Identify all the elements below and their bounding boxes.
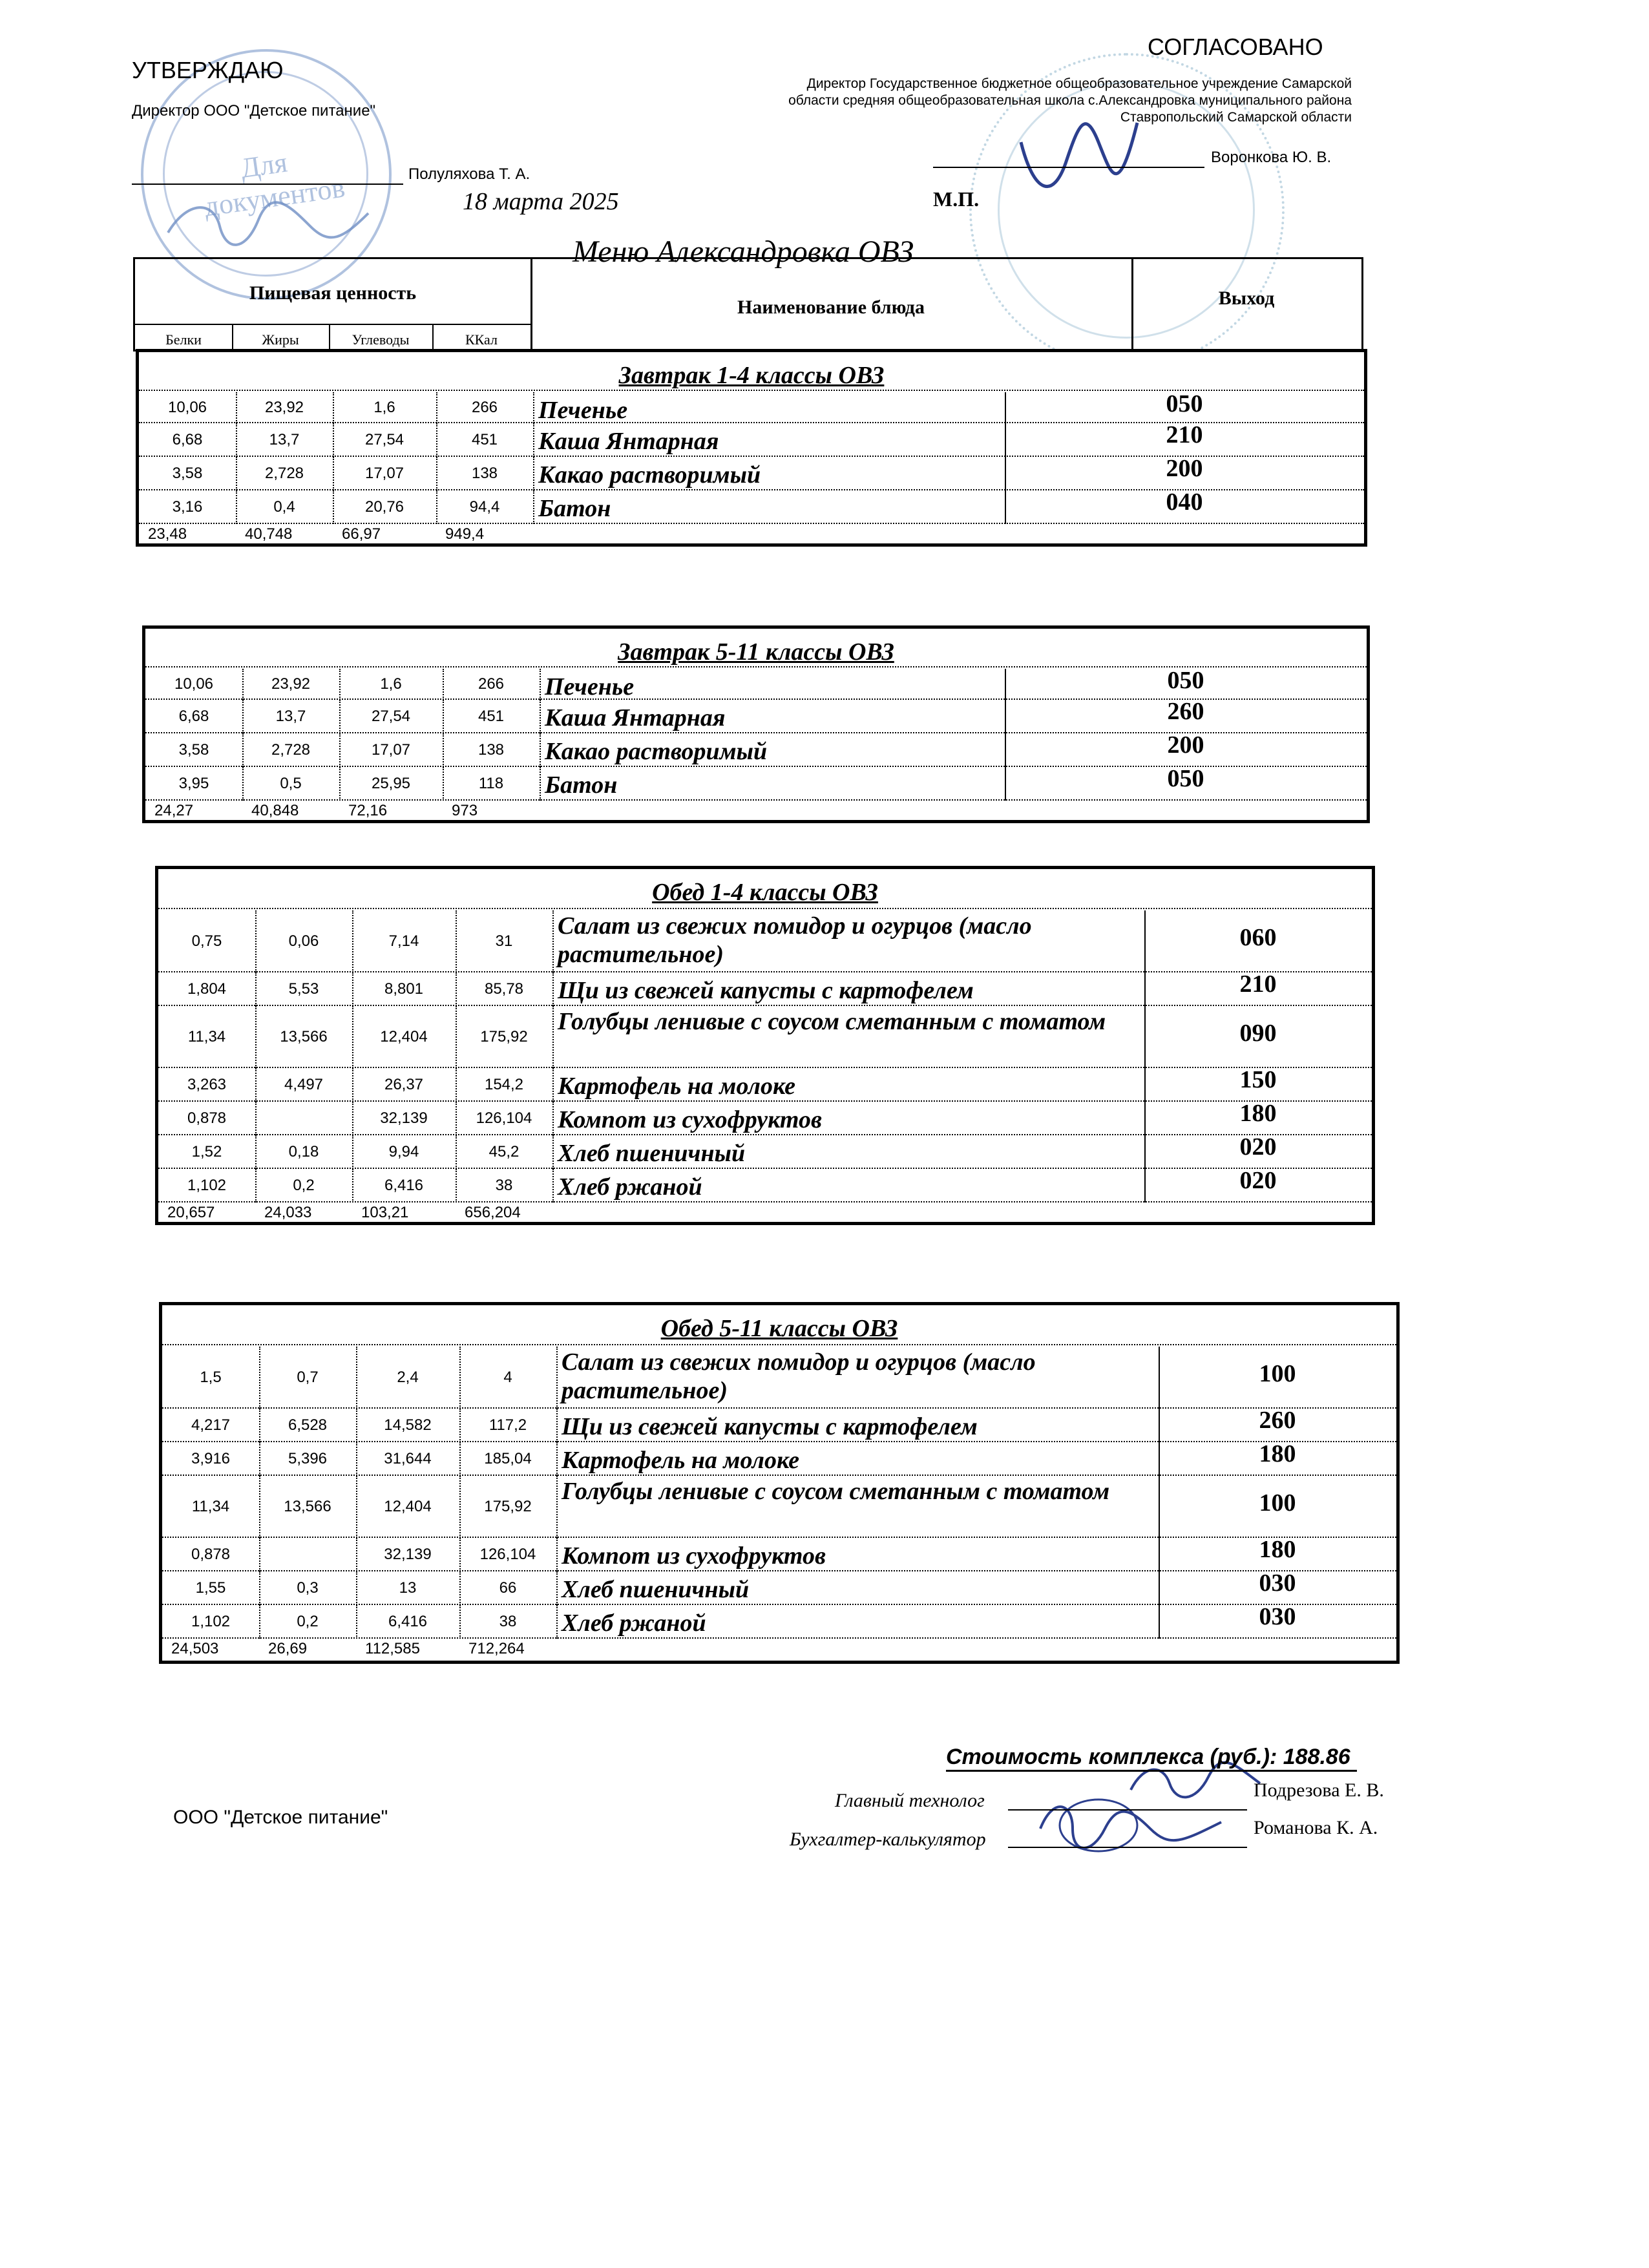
carbs-value: 2,4	[397, 1369, 419, 1386]
dish-name: Салат из свежих помидор и огурцов (масло растительное)	[562, 1349, 1036, 1404]
fat-value: 5,396	[288, 1450, 328, 1467]
header-yield: Выход	[1218, 288, 1275, 309]
yield-value: 210	[1166, 421, 1203, 448]
carbs-value: 31,644	[384, 1450, 432, 1467]
carbs-value: 27,54	[364, 431, 404, 448]
protein-value: 10,06	[167, 399, 207, 416]
fat-value: 13,7	[269, 431, 300, 448]
fat-value: 0,2	[293, 1177, 315, 1194]
dish-name: Салат из свежих помидор и огурцов (масло растительное)	[558, 912, 1032, 968]
protein-value: 0,878	[191, 1546, 231, 1563]
stamp-place-label: М.П.	[933, 187, 980, 211]
yield-value: 050	[1166, 390, 1203, 417]
protein-value: 1,804	[187, 980, 227, 998]
fat-value: 0,3	[297, 1579, 319, 1597]
kcal-value: 451	[478, 708, 505, 725]
dish-name: Какао растворимый	[538, 461, 761, 488]
total-fat: 40,748	[245, 525, 293, 543]
carbs-value: 7,14	[388, 932, 419, 950]
approve-signature-line	[132, 184, 403, 185]
fat-value: 0,2	[297, 1613, 319, 1630]
yield-value: 180	[1259, 1536, 1296, 1563]
total-carbs: 72,16	[348, 802, 388, 819]
dish-name: Голубцы ленивые с соусом сметанным с томатом	[558, 1008, 1106, 1035]
total-protein: 24,503	[171, 1640, 219, 1657]
carbs-value: 12,404	[380, 1028, 428, 1045]
kcal-value: 266	[478, 675, 505, 693]
protein-value: 10,06	[174, 675, 214, 693]
agree-name: Воронкова Ю. В.	[1211, 149, 1332, 166]
total-fat: 26,69	[268, 1640, 308, 1657]
fat-value: 6,528	[288, 1416, 328, 1434]
technologist-signature-line	[1008, 1809, 1247, 1811]
menu-section	[136, 349, 1367, 547]
carbs-value: 14,582	[384, 1416, 432, 1434]
kcal-value: 266	[471, 399, 498, 416]
total-kcal: 949,4	[445, 525, 485, 543]
table-row	[162, 1571, 1396, 1605]
dish-name: Компот из сухофруктов	[562, 1542, 826, 1570]
menu-section	[159, 1302, 1400, 1664]
technologist-name: Подрезова Е. В.	[1254, 1780, 1384, 1801]
carbs-value: 25,95	[371, 775, 411, 792]
table-row	[139, 423, 1364, 457]
kcal-value: 45,2	[488, 1143, 520, 1160]
total-row	[158, 1202, 1372, 1228]
table-row	[158, 1169, 1372, 1202]
total-kcal: 656,204	[465, 1204, 521, 1221]
total-fat: 40,848	[251, 802, 299, 819]
kcal-value: 38	[499, 1613, 517, 1630]
approve-name: Полуляхова Т. А.	[408, 165, 530, 183]
agree-position-3: Ставропольский Самарской области	[1120, 110, 1352, 125]
table-row	[162, 1347, 1396, 1409]
stamp-text: Для документов	[202, 146, 347, 223]
table-row	[162, 1409, 1396, 1442]
protein-value: 0,878	[187, 1109, 227, 1127]
table-row	[162, 1605, 1396, 1639]
fat-value: 13,7	[275, 708, 306, 725]
column-header	[133, 257, 1363, 352]
yield-value: 090	[1239, 1020, 1277, 1047]
agree-signature-line	[933, 167, 1204, 168]
table-row	[162, 1476, 1396, 1538]
kcal-value: 175,92	[480, 1028, 528, 1045]
approve-title: УТВЕРЖДАЮ	[132, 57, 284, 83]
carbs-value: 12,404	[384, 1498, 432, 1515]
carbs-value: 17,07	[364, 465, 404, 482]
yield-value: 260	[1259, 1407, 1296, 1434]
yield-value: 100	[1259, 1489, 1296, 1517]
complex-cost-text: Стоимость комплекса (руб.): 188.86	[946, 1745, 1350, 1769]
protein-value: 6,68	[172, 431, 203, 448]
yield-value: 050	[1167, 765, 1204, 792]
dish-name: Картофель на молоке	[562, 1447, 799, 1474]
table-row	[158, 1102, 1372, 1135]
menu-title: Меню Александровка ОВЗ	[572, 235, 914, 269]
carbs-value: 13	[399, 1579, 417, 1597]
total-carbs: 112,585	[365, 1640, 420, 1657]
protein-value: 3,58	[172, 465, 203, 482]
yield-value: 180	[1239, 1100, 1277, 1127]
dish-name: Хлеб ржаной	[562, 1610, 706, 1637]
protein-value: 1,102	[191, 1613, 231, 1630]
protein-value: 11,34	[187, 1028, 226, 1045]
kcal-value: 94,4	[469, 498, 500, 516]
dish-name: Хлеб ржаной	[558, 1173, 702, 1201]
section-title: Завтрак 1-4 классы ОВЗ	[618, 362, 885, 389]
yield-value: 040	[1166, 488, 1203, 516]
carbs-value: 20,76	[364, 498, 404, 516]
approve-position: Директор ООО "Детское питание"	[132, 102, 376, 120]
carbs-value: 8,801	[384, 980, 424, 998]
total-row	[139, 524, 1364, 550]
carbs-value: 9,94	[388, 1143, 419, 1160]
dish-name: Картофель на молоке	[558, 1073, 795, 1100]
dish-name: Щи из свежей капусты с картофелем	[562, 1413, 978, 1440]
total-kcal: 973	[452, 802, 478, 819]
protein-value: 11,34	[191, 1498, 230, 1515]
dish-name: Компот из сухофруктов	[558, 1106, 822, 1133]
fat-value: 2,728	[271, 741, 311, 759]
fat-value: 0,06	[288, 932, 319, 950]
menu-section	[142, 625, 1370, 823]
table-row	[158, 1135, 1372, 1169]
kcal-value: 138	[471, 465, 498, 482]
fat-value: 0,18	[288, 1143, 319, 1160]
accountant-name: Романова К. А.	[1254, 1817, 1378, 1838]
header-protein: Белки	[165, 331, 202, 348]
header-kcal: ККал	[465, 331, 498, 348]
total-protein: 20,657	[167, 1204, 215, 1221]
kcal-value: 85,78	[484, 980, 524, 998]
menu-section	[155, 866, 1375, 1225]
table-row	[158, 972, 1372, 1006]
carbs-value: 6,416	[388, 1613, 428, 1630]
approve-date: 18 марта 2025	[463, 188, 619, 215]
dish-name: Щи из свежей капусты с картофелем	[558, 977, 974, 1004]
table-row	[139, 457, 1364, 490]
fat-value: 23,92	[264, 399, 304, 416]
header-carbs: Углеводы	[352, 331, 410, 348]
yield-value: 030	[1259, 1570, 1296, 1597]
signature-accountant	[1027, 1790, 1234, 1861]
protein-value: 6,68	[178, 708, 209, 725]
fat-value: 13,566	[284, 1498, 331, 1515]
dish-name: Какао растворимый	[545, 738, 768, 765]
yield-value: 200	[1166, 455, 1203, 482]
protein-value: 1,5	[200, 1369, 222, 1386]
yield-value: 020	[1239, 1133, 1277, 1160]
table-row	[145, 700, 1367, 733]
table-row	[145, 669, 1367, 700]
total-fat: 24,033	[264, 1204, 312, 1221]
total-carbs: 103,21	[361, 1204, 409, 1221]
protein-value: 3,95	[178, 775, 209, 792]
carbs-value: 27,54	[371, 708, 411, 725]
kcal-value: 451	[471, 431, 498, 448]
total-row	[162, 1639, 1396, 1667]
protein-value: 1,52	[191, 1143, 222, 1160]
yield-value: 050	[1167, 667, 1204, 694]
total-carbs: 66,97	[342, 525, 381, 543]
carbs-value: 1,6	[380, 675, 402, 693]
kcal-value: 66	[499, 1579, 517, 1597]
carbs-value: 32,139	[380, 1109, 428, 1127]
kcal-value: 126,104	[476, 1109, 532, 1127]
yield-value: 180	[1259, 1440, 1296, 1467]
yield-value: 210	[1239, 971, 1277, 998]
yield-value: 060	[1239, 924, 1277, 951]
total-protein: 24,27	[154, 802, 194, 819]
yield-value: 100	[1259, 1360, 1296, 1387]
fat-value: 2,728	[264, 465, 304, 482]
protein-value: 4,217	[191, 1416, 231, 1434]
protein-value: 3,916	[191, 1450, 231, 1467]
total-kcal: 712,264	[468, 1640, 525, 1657]
kcal-value: 154,2	[484, 1076, 524, 1093]
protein-value: 1,102	[187, 1177, 227, 1194]
table-row	[139, 392, 1364, 423]
fat-value: 0,5	[280, 775, 302, 792]
dish-name: Каша Янтарная	[545, 704, 726, 731]
protein-value: 1,55	[195, 1579, 226, 1597]
protein-value: 3,263	[187, 1076, 227, 1093]
protein-value: 3,16	[172, 498, 203, 516]
total-row	[145, 801, 1367, 826]
technologist-title: Главный технолог	[835, 1790, 985, 1811]
kcal-value: 175,92	[484, 1498, 532, 1515]
dish-name: Хлеб пшеничный	[558, 1140, 746, 1167]
carbs-value: 32,139	[384, 1546, 432, 1563]
kcal-value: 117,2	[488, 1416, 527, 1434]
table-row	[145, 767, 1367, 801]
carbs-value: 17,07	[371, 741, 411, 759]
company-name: ООО "Детское питание"	[173, 1807, 388, 1828]
kcal-value: 31	[495, 932, 513, 950]
dish-name: Голубцы ленивые с соусом сметанным с томатом	[562, 1478, 1110, 1505]
agree-title: СОГЛАСОВАНО	[1148, 34, 1323, 60]
section-title: Обед 1-4 классы ОВЗ	[652, 879, 878, 906]
header-nutrition: Пищевая ценность	[249, 282, 417, 304]
fat-value: 5,53	[288, 980, 319, 998]
carbs-value: 26,37	[384, 1076, 424, 1093]
kcal-value: 118	[478, 775, 504, 792]
dish-name: Каша Янтарная	[538, 428, 719, 455]
dish-name: Хлеб пшеничный	[562, 1576, 750, 1603]
dish-name: Печенье	[545, 673, 635, 700]
dish-name: Печенье	[538, 397, 628, 424]
dish-name: Батон	[538, 495, 611, 522]
agree-position-1: Директор Государственное бюджетное общеобразовательное учреждение Самарской	[806, 76, 1352, 91]
protein-value: 0,75	[191, 932, 222, 950]
yield-value: 150	[1239, 1066, 1277, 1093]
kcal-value: 185,04	[484, 1450, 532, 1467]
total-protein: 23,48	[148, 525, 187, 543]
yield-value: 030	[1259, 1603, 1296, 1630]
fat-value: 13,566	[280, 1028, 328, 1045]
table-row	[158, 1006, 1372, 1068]
accountant-signature-line	[1008, 1847, 1247, 1848]
dish-name: Батон	[545, 772, 618, 799]
agree-position-2: области средняя общеобразовательная школа с.Александровка муниципального района	[788, 93, 1352, 108]
yield-value: 260	[1167, 698, 1204, 725]
header-fat: Жиры	[262, 331, 299, 348]
table-row	[158, 1068, 1372, 1102]
yield-value: 020	[1239, 1167, 1277, 1194]
kcal-value: 38	[495, 1177, 513, 1194]
fat-value: 23,92	[271, 675, 311, 693]
fat-value: 4,497	[284, 1076, 324, 1093]
fat-value: 0,4	[273, 498, 295, 516]
fat-value: 0,7	[297, 1369, 319, 1386]
accountant-title: Бухгалтер-калькулятор	[790, 1829, 986, 1850]
section-title: Завтрак 5-11 классы ОВЗ	[618, 638, 894, 666]
table-row	[162, 1538, 1396, 1571]
table-row	[158, 910, 1372, 972]
carbs-value: 6,416	[384, 1177, 424, 1194]
table-row	[145, 733, 1367, 767]
carbs-value: 1,6	[373, 399, 395, 416]
yield-value: 200	[1167, 731, 1204, 759]
table-row	[162, 1442, 1396, 1476]
kcal-value: 4	[503, 1369, 512, 1386]
section-title: Обед 5-11 классы ОВЗ	[660, 1315, 898, 1342]
kcal-value: 138	[478, 741, 505, 759]
kcal-value: 126,104	[479, 1546, 536, 1563]
table-row	[139, 490, 1364, 524]
protein-value: 3,58	[178, 741, 209, 759]
complex-cost	[946, 1745, 1357, 1772]
header-dish: Наименование блюда	[737, 297, 925, 318]
